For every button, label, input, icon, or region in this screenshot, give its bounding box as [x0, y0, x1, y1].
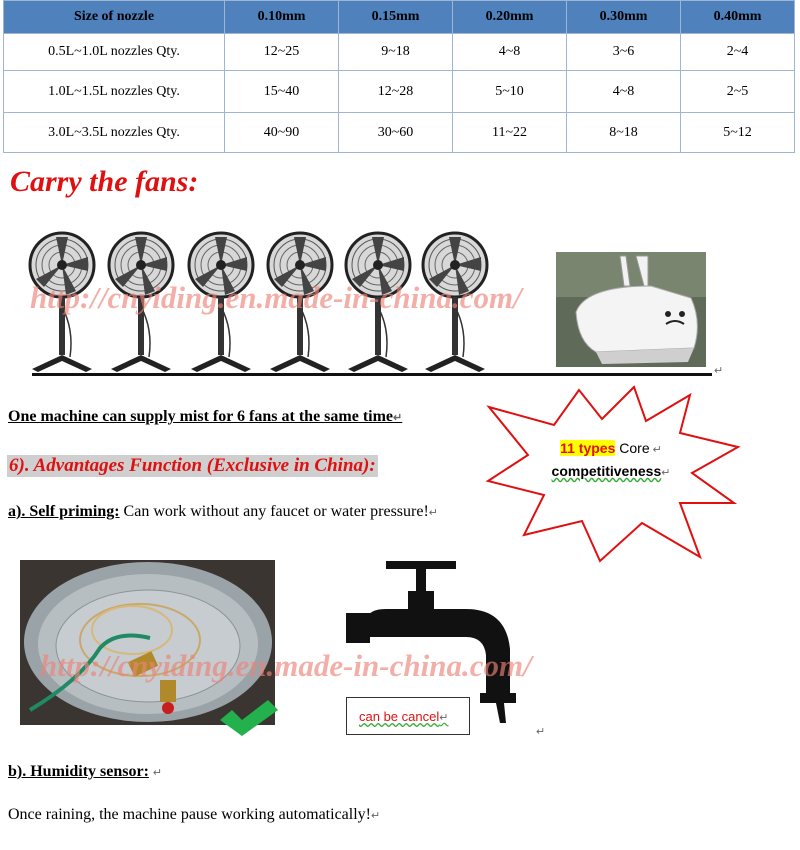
return-mark: ↵: [714, 365, 724, 377]
humidity-label: b). Humidity sensor:: [8, 763, 149, 780]
self-priming-line: [8, 503, 438, 521]
table-cell: 8~18: [567, 113, 681, 153]
table-cell: 5~10: [453, 71, 567, 113]
table-cell: 40~90: [225, 113, 339, 153]
rain-text: Once raining, the machine pause working automatically!: [8, 806, 371, 823]
carry-fans-heading: Carry the fans:: [10, 165, 199, 198]
table-cell: 11~22: [453, 113, 567, 153]
table-row: [4, 71, 795, 113]
self-priming-label: a). Self priming:: [8, 503, 120, 520]
nozzle-spec-table: [3, 0, 795, 153]
starburst-text: 11 types Core ↵ competitiveness↵: [551, 440, 671, 479]
cancel-text: can be cancel: [359, 709, 440, 724]
supply-text: One machine can supply mist for 6 fans at the same time: [8, 408, 394, 425]
rain-pause-line: [8, 806, 380, 824]
header-cell: 0.10mm: [225, 1, 339, 34]
table-cell: 4~8: [453, 34, 567, 71]
mist-machine-image: [556, 252, 706, 367]
table-row: [4, 34, 795, 71]
table-cell: 30~60: [339, 113, 453, 153]
floor-line: [32, 373, 712, 376]
starburst-core: Core: [615, 440, 650, 456]
table-cell: 2~4: [681, 34, 795, 71]
return-mark: ↵: [536, 726, 546, 738]
header-cell: Size of nozzle: [4, 1, 225, 34]
self-priming-text: Can work without any faucet or water pressure!: [123, 503, 429, 520]
green-check-icon: [218, 700, 280, 736]
table-cell: 4~8: [567, 71, 681, 113]
table-cell: 12~28: [339, 71, 453, 113]
row-label: 3.0L~3.5L nozzles Qty.: [4, 113, 225, 153]
starburst-competitiveness: competitiveness: [551, 463, 662, 479]
table-cell: 9~18: [339, 34, 453, 71]
header-cell: 0.30mm: [567, 1, 681, 34]
highlight-11-types: 11 types: [560, 440, 616, 456]
watermark-1: http://cnyiding.en.made-in-china.com/: [30, 280, 522, 315]
table-row: [4, 113, 795, 153]
table-header-row: [4, 1, 795, 34]
header-cell: 0.15mm: [339, 1, 453, 34]
return-mark: ↵: [370, 810, 381, 822]
return-mark: ↵: [152, 767, 163, 779]
table-cell: 3~6: [567, 34, 681, 71]
table-cell: 5~12: [681, 113, 795, 153]
row-label: 0.5L~1.0L nozzles Qty.: [4, 34, 225, 71]
watermark-2: http://cnyiding.en.made-in-china.com/: [40, 648, 532, 683]
return-mark: ↵: [428, 507, 438, 519]
humidity-sensor-line: [8, 763, 162, 781]
header-cell: 0.40mm: [681, 1, 795, 34]
table-cell: 15~40: [225, 71, 339, 113]
supply-statement: [8, 408, 402, 426]
advantages-heading: 6). Advantages Function (Exclusive in China):: [9, 455, 376, 476]
row-label: 1.0L~1.5L nozzles Qty.: [4, 71, 225, 113]
header-cell: 0.20mm: [453, 1, 567, 34]
table-cell: 12~25: [225, 34, 339, 71]
can-be-cancel-note: can be cancel↵: [346, 697, 470, 735]
return-mark: ↵: [393, 412, 403, 424]
table-cell: 2~5: [681, 71, 795, 113]
